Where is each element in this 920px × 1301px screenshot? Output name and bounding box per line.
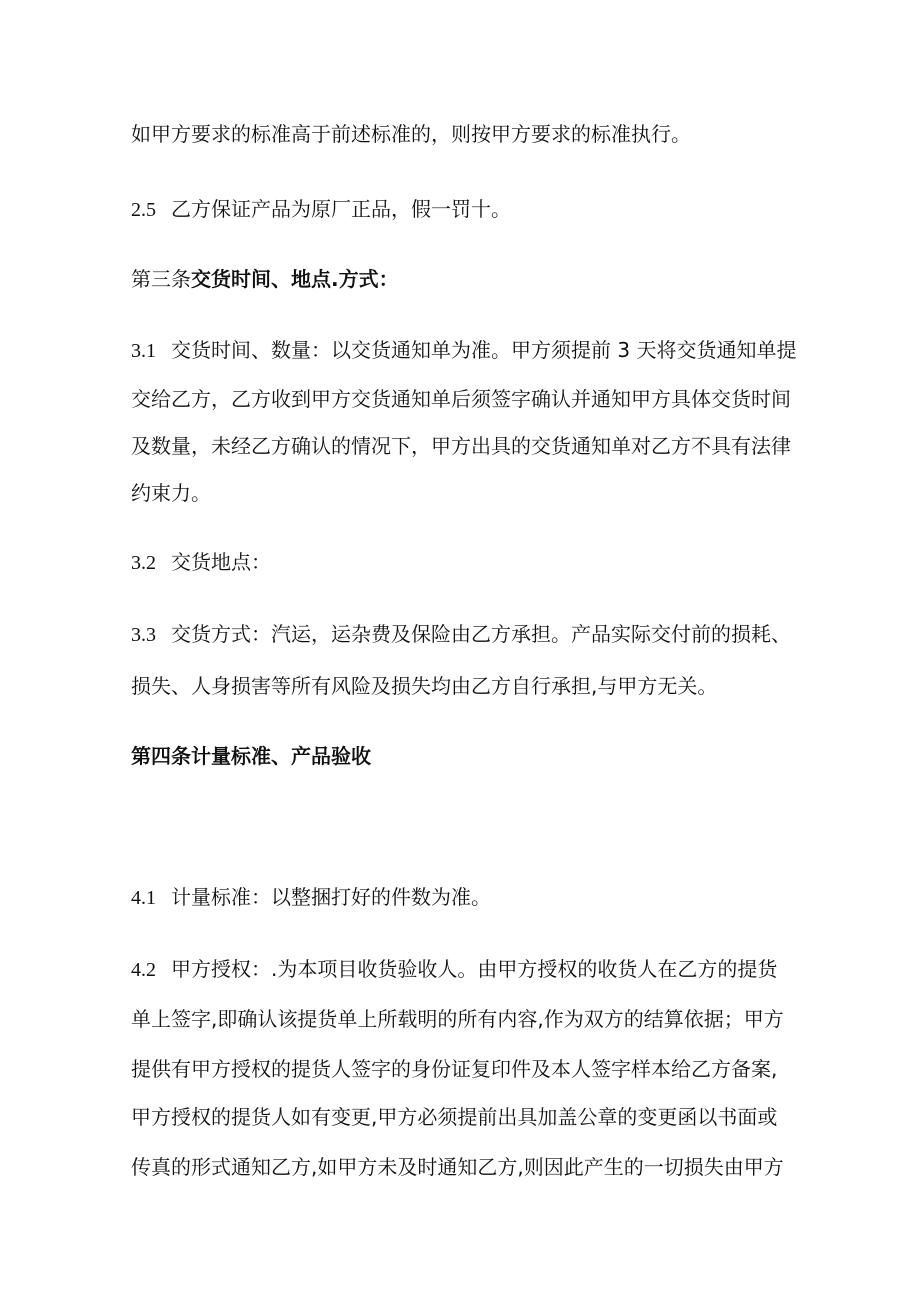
clause-number: 4.2 xyxy=(131,959,156,981)
text-line xyxy=(131,672,811,700)
line-text: 交货地点： xyxy=(171,550,271,574)
line-text: 传真的形式通知乙方,如甲方未及时通知乙方,则因此产生的一切损失由甲方 xyxy=(131,1155,784,1179)
line-text: 甲方授权的提货人如有变更,甲方必须提前出具加盖公章的变更函以书面或 xyxy=(131,1105,778,1129)
line-text: 交货方式：汽运，运杂费及保险由乙方承担。产品实际交付前的损耗、 xyxy=(171,622,791,646)
clause-number: 4.1 xyxy=(131,887,156,909)
text-line xyxy=(131,1055,811,1083)
clause-number: 3.2 xyxy=(131,552,156,574)
line-text: 计量标准：以整捆打好的件数为准。 xyxy=(171,885,491,909)
text-line xyxy=(131,432,811,460)
clause-3-3 xyxy=(131,620,811,649)
text-line xyxy=(131,479,811,507)
clause-4-2 xyxy=(131,955,811,984)
line-text: 单上签字,即确认该提货单上所载明的所有内容,作为双方的结算依据；甲方 xyxy=(131,1007,784,1031)
line-text: 提供有甲方授权的提货人签字的身份证复印件及本人签字样本给乙方备案, xyxy=(131,1057,778,1081)
line-text: 交给乙方，乙方收到甲方交货通知单后须签字确认并通知甲方具体交货时间 xyxy=(131,387,791,411)
text-line xyxy=(131,1153,811,1181)
clause-number: 2.5 xyxy=(131,199,156,221)
article-title: 第四条计量标准、产品验收 xyxy=(131,744,371,768)
line-text: 及数量，未经乙方确认的情况下，甲方出具的交货通知单对乙方不具有法律 xyxy=(131,434,791,458)
clause-3-2 xyxy=(131,548,811,577)
article-3-heading xyxy=(131,265,811,293)
article-title: 交货时间、地点.方式： xyxy=(191,267,399,291)
line-text: 如甲方要求的标准高于前述标准的，则按甲方要求的标准执行。 xyxy=(131,122,691,146)
text-line xyxy=(131,1103,811,1131)
line-text: 甲方授权：.为本项目收货验收人。由甲方授权的收货人在乙方的提货 xyxy=(171,957,778,981)
clause-number: 3.1 xyxy=(131,340,156,362)
clause-number: 3.3 xyxy=(131,624,156,646)
text-line xyxy=(131,385,811,413)
line-text: 约束力。 xyxy=(131,481,211,505)
text-line xyxy=(131,120,811,148)
text-line xyxy=(131,1005,811,1033)
clause-2-5 xyxy=(131,195,811,224)
clause-3-1 xyxy=(131,336,811,365)
line-text: 乙方保证产品为原厂正品，假一罚十。 xyxy=(171,197,511,221)
article-prefix: 第三条 xyxy=(131,267,191,291)
article-4-heading xyxy=(131,742,811,770)
line-text: 损失、人身损害等所有风险及损失均由乙方自行承担,与甲方无关。 xyxy=(131,674,718,698)
line-text: 交货时间、数量：以交货通知单为准。甲方须提前 3 天将交货通知单提 xyxy=(171,338,797,362)
clause-4-1 xyxy=(131,883,811,912)
